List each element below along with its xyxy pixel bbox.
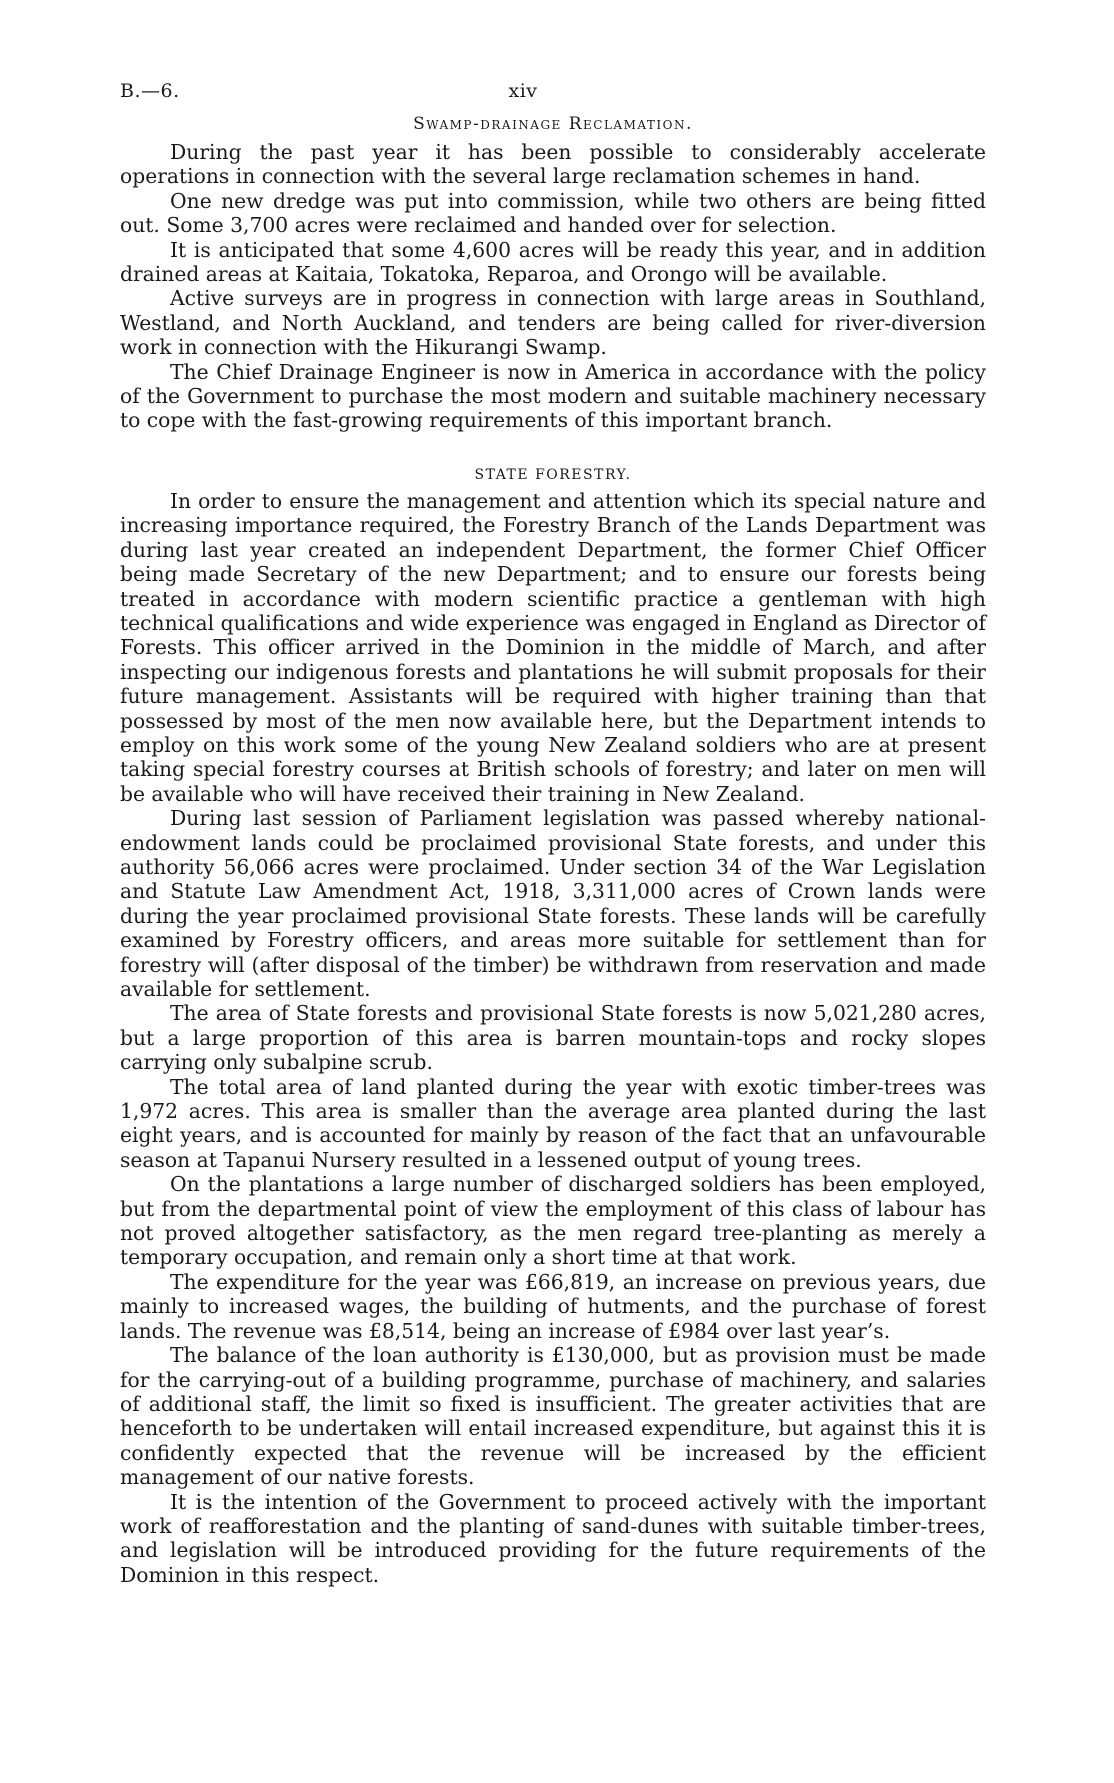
- paragraph: The balance of the loan authority is £130,000, but as provision must be made for the carrying-out of a building programme, purchase of machinery, and salaries of additional staff, the limit so fixed is insufficient. The greater activities that are henceforth to be undertaken will entail increased expenditure, but against this it is confidently expected that the revenue will be increased by the efficient management of our native forests.: [120, 1343, 986, 1490]
- section-swamp-drainage: [120, 114, 986, 433]
- paragraph: In order to ensure the management and attention which its special nature and increasing importance required, the Forestry Branch of the Lands Department was during last year created an independent Department, the former Chief Officer being made Secretary of the new Department; and to ensure our forests being treated in accordance with modern scientific practice a gentleman with high technical qualifications and wide experience was engaged in England as Director of Forests. This officer arrived in the Dominion in the middle of March, and after inspecting our indigenous forests and plantations he will submit proposals for their future management. Assistants will be required with higher training than that possessed by most of the men now available here, but the Department intends to employ on this work some of the young New Zealand soldiers who are at present taking special forestry courses at British schools of forestry; and later on men will be available who will have received their training in New Zealand.: [120, 488, 986, 806]
- section-heading: STATE FORESTRY.: [474, 466, 632, 483]
- document-reference: B.—6.: [120, 80, 180, 102]
- paragraph: The area of State forests and provisional State forests is now 5,021,280 acres, but a large proportion of this area is barren mountain-tops and rocky slopes carrying only subalpine scrub.: [120, 1001, 986, 1075]
- paragraph: The Chief Drainage Engineer is now in America in accordance with the policy of the Government to purchase the most modern and suitable machinery necessary to cope with the fast-growing requirements of this important branch.: [120, 359, 986, 433]
- paragraph: The expenditure for the year was £66,819, an increase on previous years, due mainly to increased wages, the building of hutments, and the purchase of forest lands. The revenue was £8,514, being an increase of £984 over last year’s.: [120, 1269, 986, 1343]
- paragraph: It is anticipated that some 4,600 acres will be ready this year, and in addition drained areas at Kaitaia, Tokatoka, Reparoa, and Orongo will be available.: [120, 237, 986, 287]
- paragraph: One new dredge was put into commission, while two others are being fitted out. Some 3,700 acres were reclaimed and handed over for selection.: [120, 188, 986, 238]
- paragraph: It is the intention of the Government to proceed actively with the important work of reafforestation and the planting of sand-dunes with suitable timber-trees, and legislation will be introduced providing for the future requirements of the Dominion in this respect.: [120, 1489, 986, 1587]
- section-gap: [120, 433, 986, 447]
- paragraph: Active surveys are in progress in connection with large areas in Southland, Westland, and North Auckland, and tenders are being called for river-diversion work in connection with the Hikurangi Swamp.: [120, 286, 986, 360]
- section-heading: Swamp-drainage Reclamation.: [413, 114, 693, 134]
- paragraph: During last session of Parliament legislation was passed whereby national-endowment lands could be proclaimed provisional State forests, and under this authority 56,066 acres were proclaimed. Under section 34 of the War Legislation and Statute Law Amendment Act, 1918, 3,311,000 acres of Crown lands were during the year proclaimed provisional State forests. These lands will be carefully examined by Forestry officers, and areas more suitable for settlement than for forestry will (after disposal of the timber) be withdrawn from reservation and made available for settlement.: [120, 806, 986, 1001]
- paragraph: During the past year it has been possible to considerably accelerate operations in connection with the several large reclamation schemes in hand.: [120, 140, 986, 189]
- paragraph: The total area of land planted during the year with exotic timber-trees was 1,972 acres. This area is smaller than the average area planted during the last eight years, and is accounted for mainly by reason of the fact that an unfavourable season at Tapanui Nursery resulted in a lessened output of young trees.: [120, 1074, 986, 1172]
- paragraph: On the plantations a large number of discharged soldiers has been employed, but from the departmental point of view the employment of this class of labour has not proved altogether satisfactory, as the men regard tree-planting as merely a temporary occupation, and remain only a short time at that work.: [120, 1172, 986, 1270]
- section-state-forestry: [120, 467, 986, 1587]
- page-number: xiv: [508, 80, 538, 102]
- document-page: [120, 70, 986, 1587]
- running-head: [120, 70, 986, 110]
